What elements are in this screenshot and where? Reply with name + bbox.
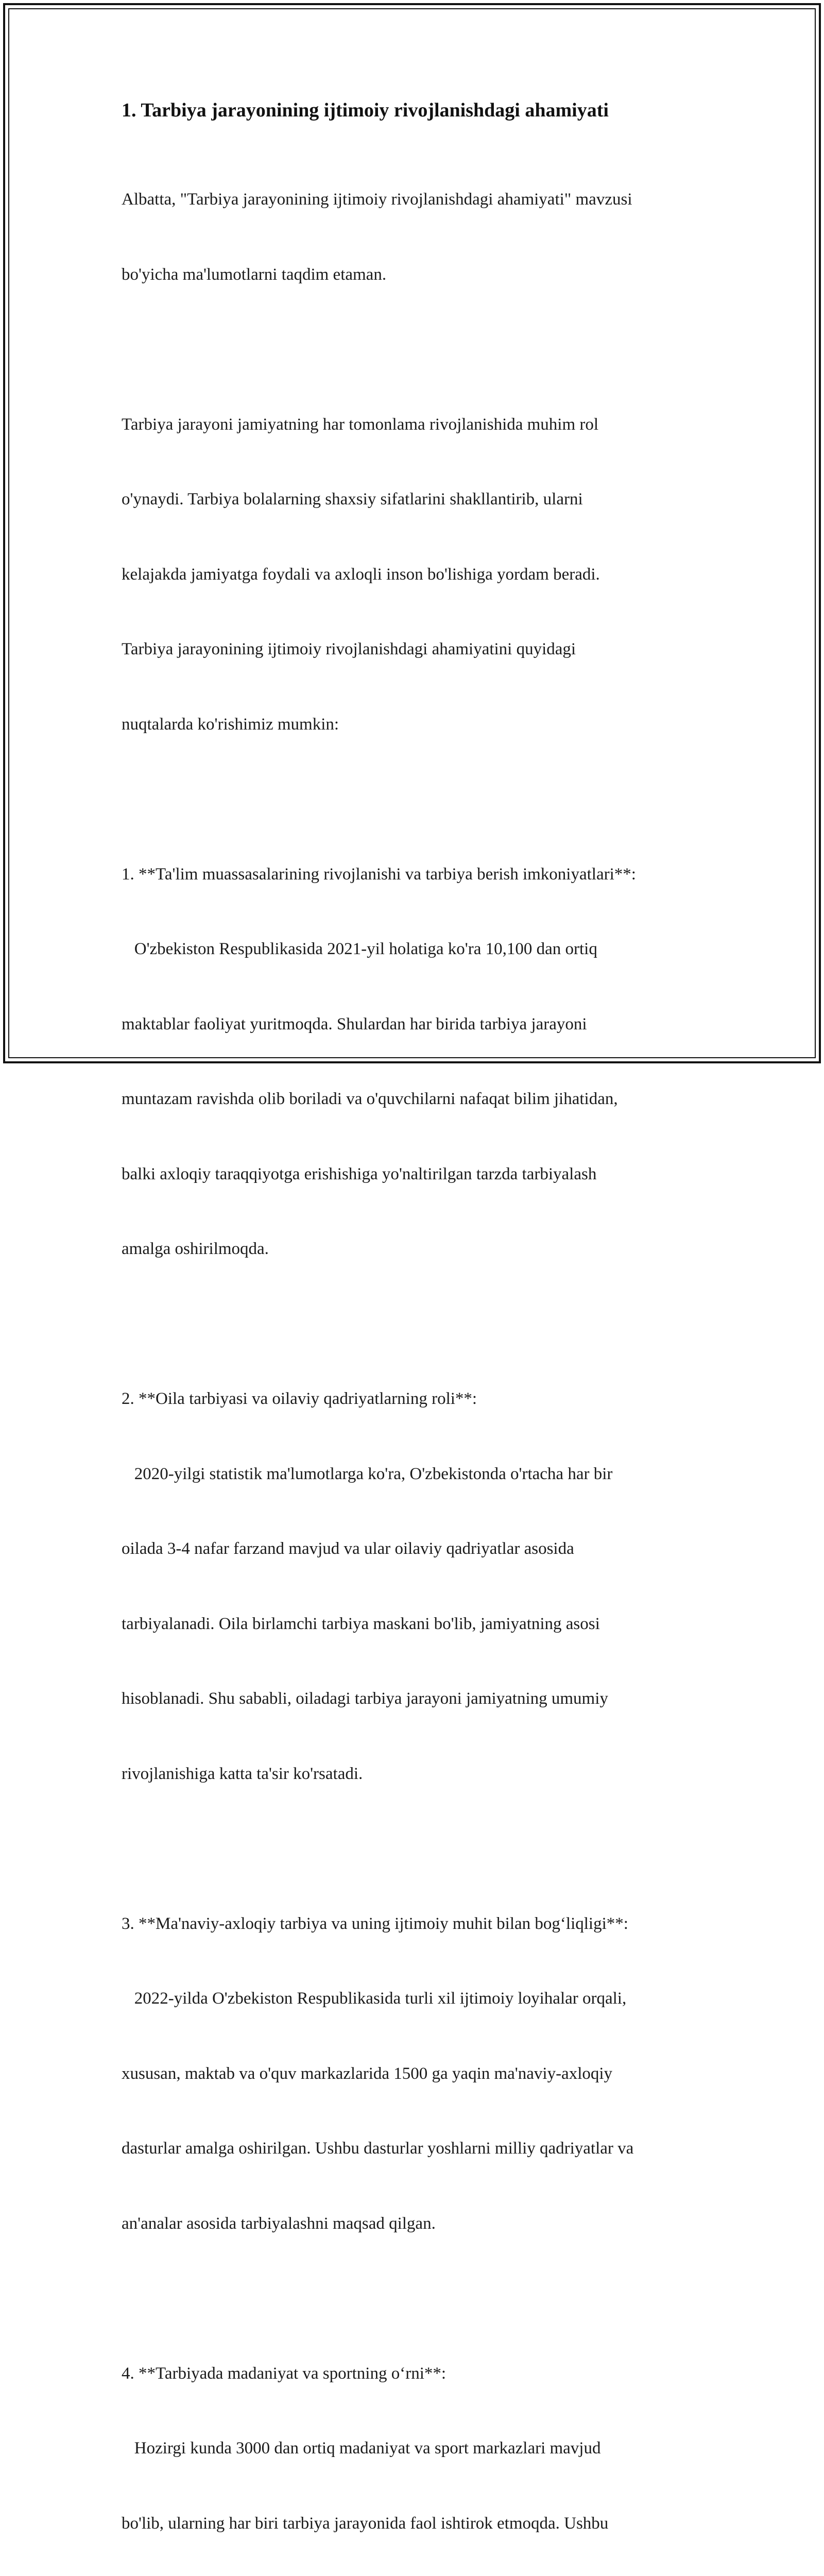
document-body [122,96,703,2576]
text-line: maktablar faoliyat yuritmoqda. Shulardan har birida tarbiya jarayoni [122,1012,703,1037]
list-item-heading: 1. **Ta'lim muassasalarining rivojlanishi va tarbiya berish imkoniyatlari**: [122,862,703,887]
text-line: tarbiyalanadi. Oila birlamchi tarbiya maskani bo'lib, jamiyatning asosi [122,1612,703,1637]
text-line: kelajakda jamiyatga foydali va axloqli inson bo'lishiga yordam beradi. [122,562,703,587]
text-line: hisoblanadi. Shu sababli, oiladagi tarbiya jarayoni jamiyatning umumiy [122,1686,703,1711]
text-line: Tarbiya jarayoni jamiyatning har tomonlama rivojlanishida muhim rol [122,412,703,437]
text-line: muntazam ravishda olib boriladi va o'quvchilarni nafaqat bilim jihatidan, [122,1087,703,1112]
list-item-heading: 4. **Tarbiyada madaniyat va sportning o‘rni**: [122,2361,703,2386]
text-line: 2022-yilda O'zbekiston Respublikasida turli xil ijtimoiy loyihalar orqali, [122,1986,703,2011]
text-line: Albatta, "Tarbiya jarayonining ijtimoiy rivojlanishdagi ahamiyati" mavzusi [122,187,703,212]
text-line: oilada 3-4 nafar farzand mavjud va ular oilaviy qadriyatlar asosida [122,1536,703,1562]
text-line: 2020-yilgi statistik ma'lumotlarga ko'ra, O'zbekistonda o'rtacha har bir [122,1462,703,1487]
text-line: amalga oshirilmoqda. [122,1236,703,1262]
list-item-1 [122,812,703,1312]
text-line: dasturlar amalga oshirilgan. Ushbu dasturlar yoshlarni milliy qadriyatlar va [122,2136,703,2161]
list-item-heading: 2. **Oila tarbiyasi va oilaviy qadriyatlarning roli**: [122,1386,703,1412]
text-line: bo'lib, ularning har biri tarbiya jarayonida faol ishtirok etmoqda. Ushbu [122,2511,703,2536]
paragraph-intro [122,137,703,337]
text-line: nuqtalarda ko'rishimiz mumkin: [122,712,703,737]
list-item-2 [122,1336,703,1836]
list-item-4 [122,2311,703,2576]
list-item-heading: 3. **Ma'naviy-axloqiy tarbiya va uning ijtimoiy muhit bilan bog‘liqligi**: [122,1911,703,1937]
text-line: bo'yicha ma'lumotlarni taqdim etaman. [122,262,703,287]
text-line: Hozirgi kunda 3000 dan ortiq madaniyat va sport markazlari mavjud [122,2436,703,2461]
text-line: O'zbekiston Respublikasida 2021-yil holatiga ko'ra 10,100 dan ortiq [122,937,703,962]
text-line: xususan, maktab va o'quv markazlarida 1500 ga yaqin ma'naviy-axloqiy [122,2061,703,2087]
text-line: Tarbiya jarayonining ijtimoiy rivojlanishdagi ahamiyatini quyidagi [122,637,703,662]
text-line: rivojlanishiga katta ta'sir ko'rsatadi. [122,1761,703,1787]
paragraph-overview [122,362,703,787]
text-line: o'ynaydi. Tarbiya bolalarning shaxsiy sifatlarini shakllantirib, ularni [122,487,703,512]
text-line: an'analar asosida tarbiyalashni maqsad qilgan. [122,2211,703,2236]
text-line: balki axloqiy taraqqiyotga erishishiga yo'naltirilgan tarzda tarbiyalash [122,1162,703,1187]
page-title: 1. Tarbiya jarayonining ijtimoiy rivojlanishdagi ahamiyati [122,96,703,125]
list-item-3 [122,1861,703,2286]
